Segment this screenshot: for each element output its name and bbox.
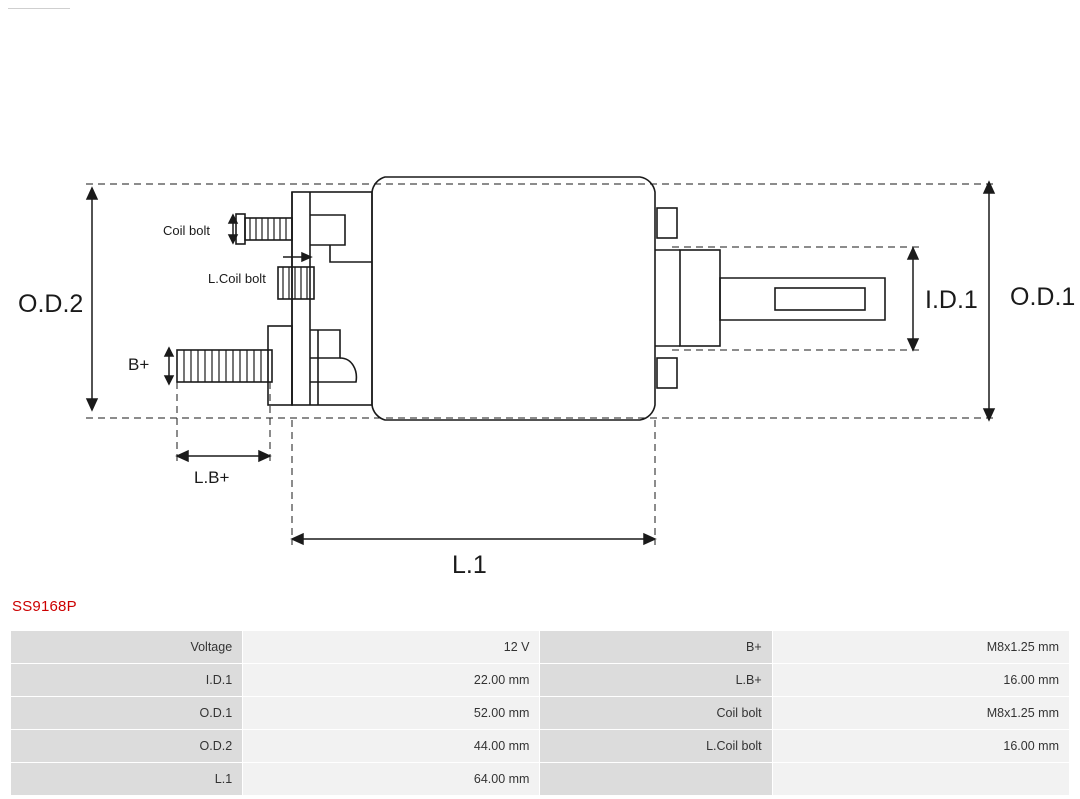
spec-value: M8x1.25 mm — [772, 631, 1069, 664]
spec-label: I.D.1 — [11, 664, 243, 697]
label-l-b-plus: L.B+ — [194, 468, 230, 487]
label-coil-bolt: Coil bolt — [163, 223, 210, 238]
spec-label-empty — [540, 763, 772, 796]
dimension-guides — [86, 184, 995, 545]
spec-label: B+ — [540, 631, 772, 664]
spec-label: L.1 — [11, 763, 243, 796]
dimension-arrows — [87, 182, 994, 544]
plunger-slot — [775, 288, 865, 310]
spec-value: 22.00 mm — [243, 664, 540, 697]
label-l1: L.1 — [452, 551, 487, 579]
terminal-tab-bottom — [657, 358, 677, 388]
table-row — [11, 697, 1070, 730]
terminal-tab-top — [657, 208, 677, 238]
coil-bolt-stud — [236, 214, 292, 244]
spec-value: 64.00 mm — [243, 763, 540, 796]
solenoid-body — [372, 177, 655, 420]
spec-value: 44.00 mm — [243, 730, 540, 763]
table-row — [11, 664, 1070, 697]
table-row — [11, 730, 1070, 763]
b-plus-stud — [177, 326, 292, 405]
plunger-shaft — [720, 278, 885, 320]
spec-value: 52.00 mm — [243, 697, 540, 730]
specification-table — [10, 630, 1070, 796]
spec-value: 16.00 mm — [772, 664, 1069, 697]
table-row — [11, 631, 1070, 664]
spec-label: L.Coil bolt — [540, 730, 772, 763]
spec-value: 12 V — [243, 631, 540, 664]
table-row — [11, 763, 1070, 796]
spec-label: L.B+ — [540, 664, 772, 697]
spec-label: O.D.2 — [11, 730, 243, 763]
l-coil-bolt-stud — [278, 267, 314, 299]
spec-value: 16.00 mm — [772, 730, 1069, 763]
label-od2: O.D.2 — [18, 290, 84, 318]
label-l-coil-bolt: L.Coil bolt — [208, 271, 266, 286]
spec-label: O.D.1 — [11, 697, 243, 730]
plunger-flange — [680, 250, 720, 346]
part-code: SS9168P — [12, 598, 77, 615]
spec-label: Coil bolt — [540, 697, 772, 730]
spec-value-empty — [772, 763, 1069, 796]
spec-value: M8x1.25 mm — [772, 697, 1069, 730]
label-id1: I.D.1 — [925, 286, 978, 314]
label-b-plus: B+ — [128, 355, 150, 374]
spec-label: Voltage — [11, 631, 243, 664]
label-od1: O.D.1 — [1010, 283, 1076, 311]
